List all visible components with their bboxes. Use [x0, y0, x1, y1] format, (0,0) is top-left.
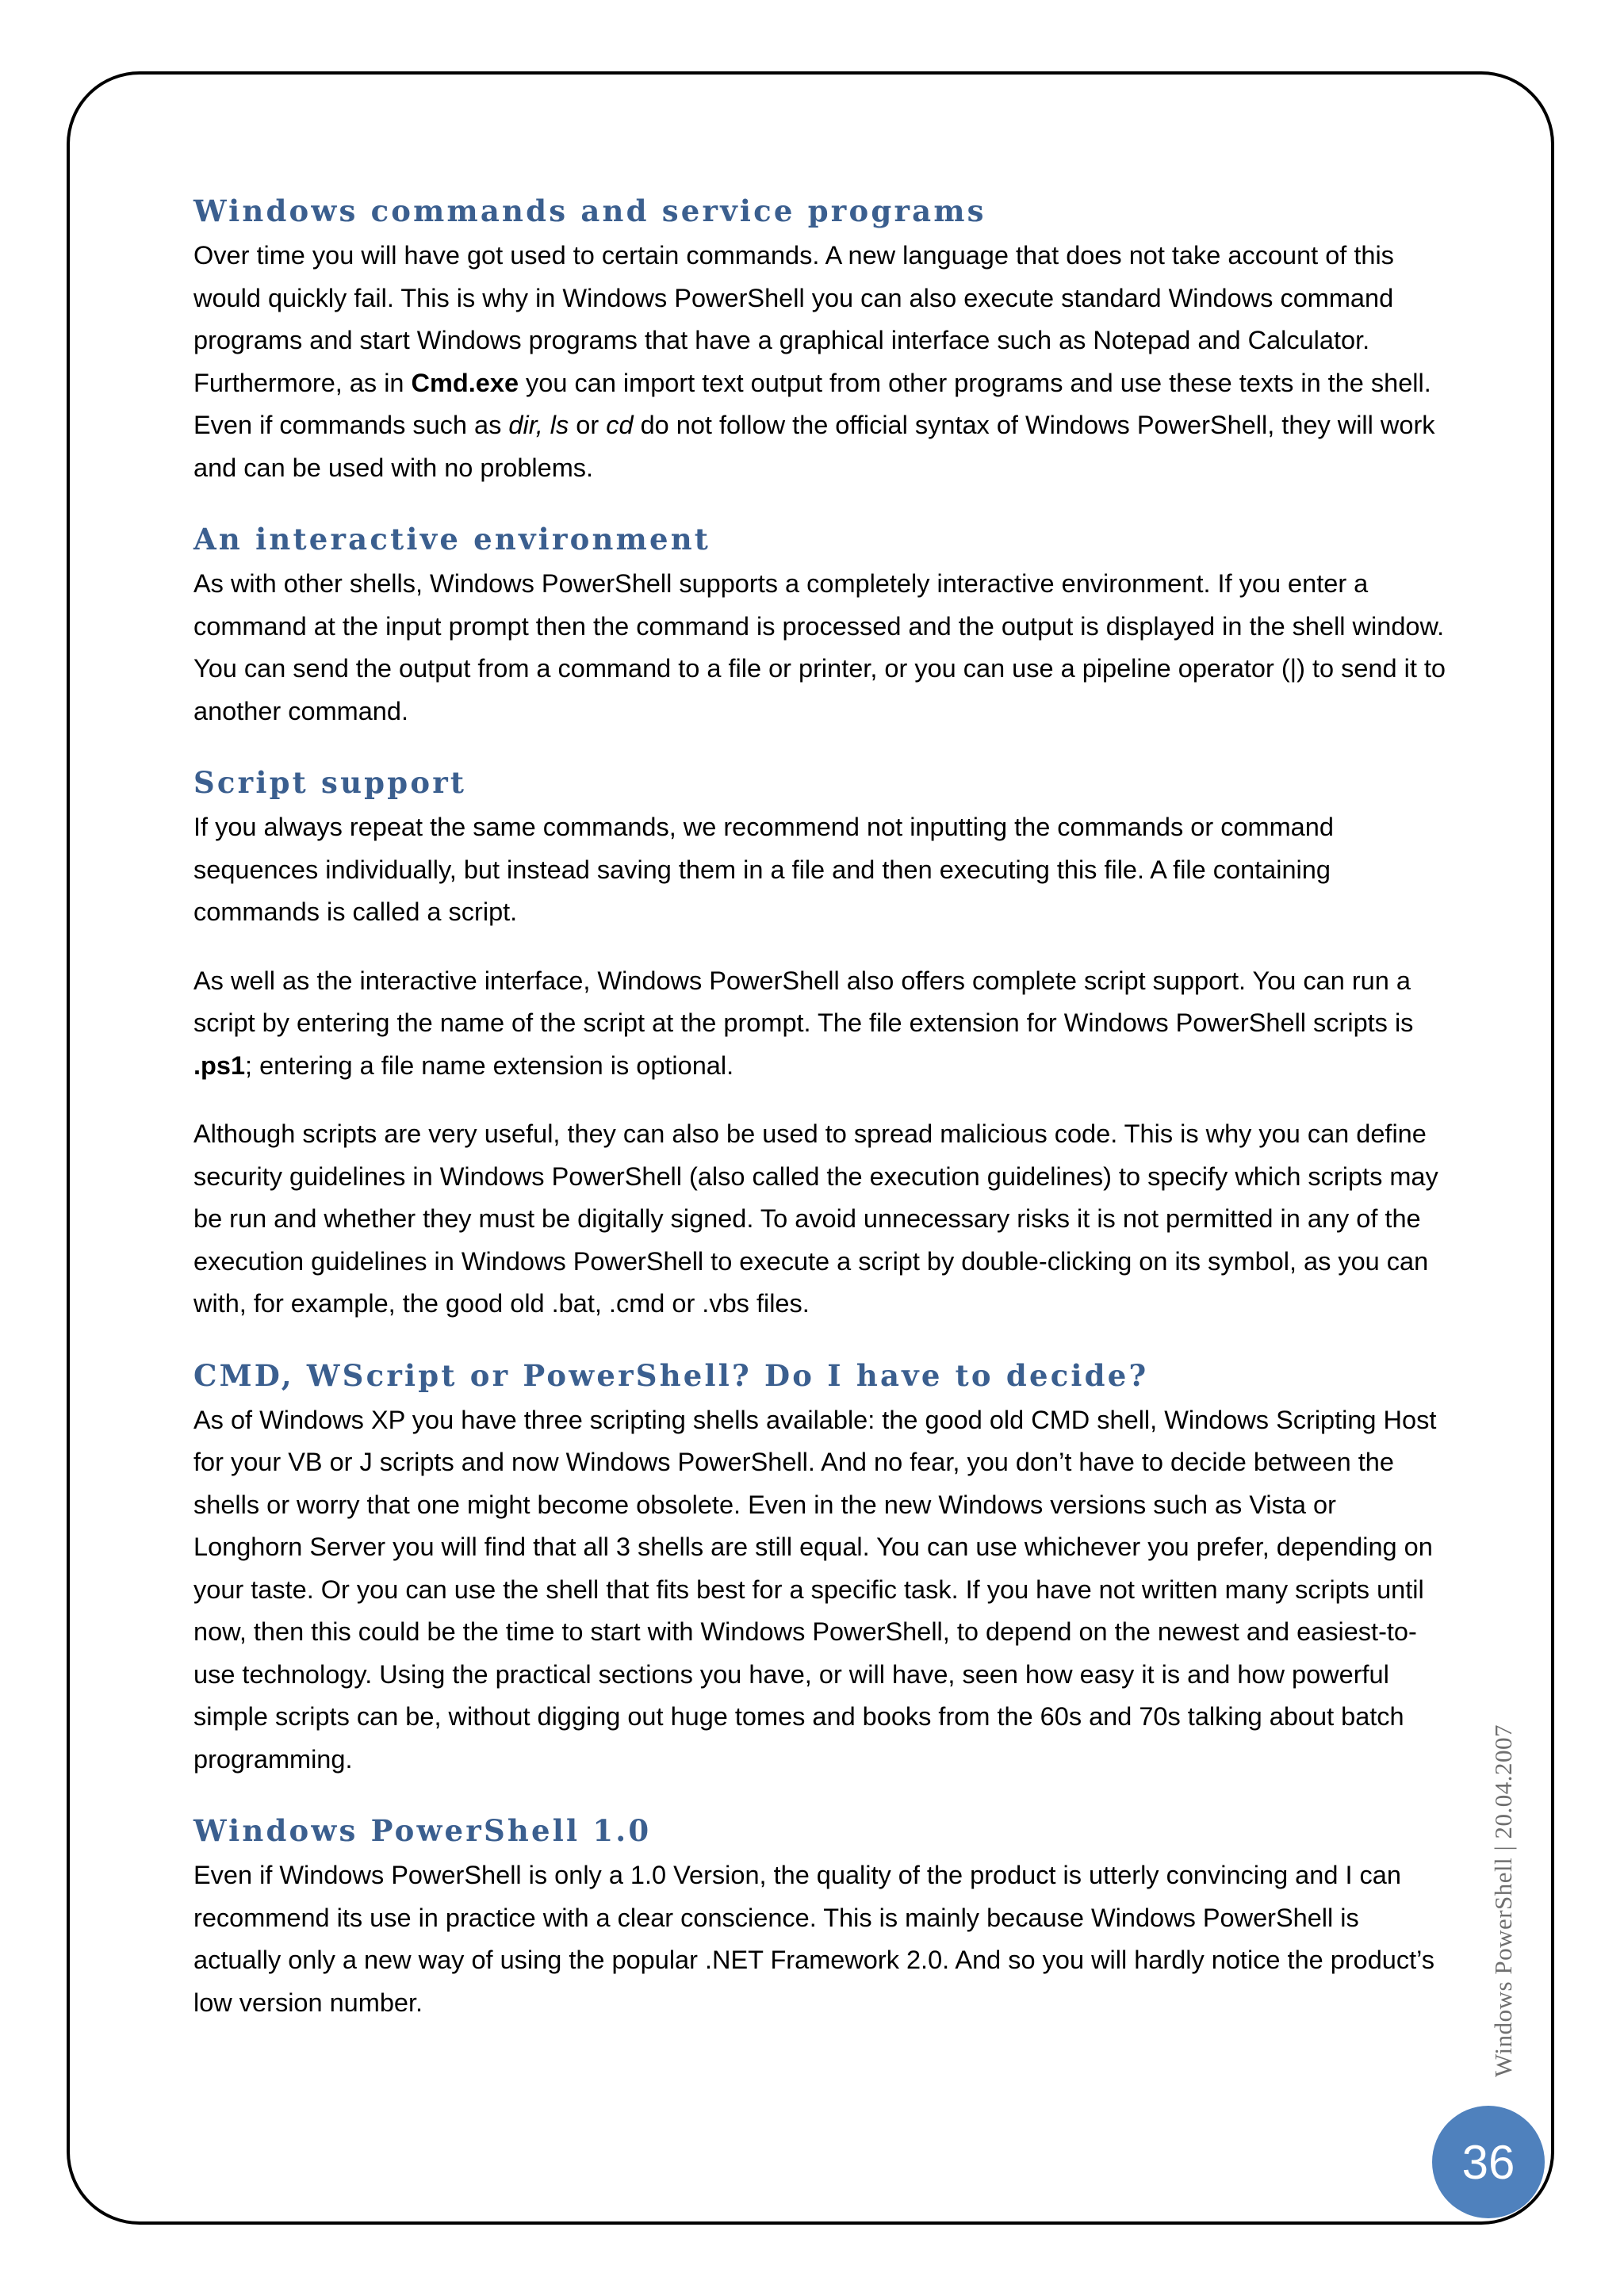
section-1 [193, 187, 1446, 489]
text-run: Although scripts are very useful, they can also be used to spread malicious code. This is why you can define security guidelines in Windows PowerShell (also called the execution guidelines) to specify which scripts may be run and whether they must be digitally signed. To avoid unnecessary risks it is not permitted in any of the execution guidelines in Windows PowerShell to execute a script by double-clicking on its symbol, as you can with, for example, the good old .bat, .cmd or .vbs files. [193, 1119, 1438, 1318]
paragraph [193, 960, 1446, 1088]
text-run: If you always repeat the same commands, we recommend not inputting the commands or command sequences individually, but instead saving them in a file and then executing this file. A file containing commands is called a script. [193, 813, 1334, 926]
running-footer: Windows PowerShell | 20.04.2007 [1489, 1724, 1517, 2077]
italic-text: dir, ls [508, 411, 569, 439]
text-run: you can import text output from other programs and use these texts in the shell. Even if commands such as [193, 368, 1431, 439]
text-run: or [569, 411, 607, 439]
text-run: As well as the interactive interface, Windows PowerShell also offers complete script support. You can run a script by entering the name of the script at the prompt. The file extension for Windows PowerShell scripts is [193, 966, 1414, 1037]
paragraph [193, 1854, 1446, 2024]
paragraph [193, 1399, 1446, 1781]
text-run: Over time you will have got used to certain commands. A new language that does not take account of this would quickly fail. This is why in Windows PowerShell you can also execute standard Windows command programs and start Windows programs that have a graphical interface such as Notepad and Calculator. Furthermore, as in [193, 241, 1394, 397]
italic-text: cd [606, 411, 634, 439]
document-body [193, 187, 1446, 2050]
text-run: ; entering a file name extension is optional. [245, 1050, 734, 1080]
section-5 [193, 1807, 1446, 2024]
page-number-badge: 36 [1432, 2106, 1545, 2218]
text-run: do not follow the official syntax of Windows PowerShell, they will work and can be used with no problems. [193, 411, 1435, 482]
text-run: Even if Windows PowerShell is only a 1.0 Version, the quality of the product is utterly convincing and I can recommend its use in practice with a clear conscience. This is mainly because Windows PowerShell is actually only a new way of using the popular .NET Framework 2.0. And so you will hardly notice the product’s low version number. [193, 1861, 1435, 2017]
paragraph [193, 1113, 1446, 1326]
text-run: As of Windows XP you have three scripting shells available: the good old CMD shell, Windows Scripting Host for your VB or J scripts and now Windows PowerShell. And no fear, you don’t have to decide between the shells or worry that one might become obsolete. Even in the new Windows versions such as Vista or Longhorn Server you will find that all 3 shells are still equal. You can use whichever you prefer, depending on your taste. Or you can use the shell that fits best for a specific task. If you have not written many scripts until now, then this could be the time to start with Windows PowerShell, to depend on the newest and easiest-to-use technology. Using the practical sections you have, or will have, seen how easy it is and how powerful simple scripts can be, without digging out huge tomes and books from the 60s and 70s talking about batch programming. [193, 1405, 1437, 1774]
bold-text: .ps1 [193, 1050, 246, 1080]
paragraph [193, 563, 1446, 733]
section-heading: Windows PowerShell 1.0 [193, 1813, 652, 1848]
section-heading: An interactive environment [193, 522, 711, 557]
section-heading: CMD, WScript or PowerShell? Do I have to decide? [193, 1357, 1149, 1393]
section-heading: Windows commands and service programs [193, 193, 986, 228]
section-2 [193, 515, 1446, 733]
section-3 [193, 759, 1446, 1326]
paragraph [193, 806, 1446, 934]
section-4 [193, 1352, 1446, 1781]
bold-text: Cmd.exe [411, 368, 519, 397]
section-heading: Script support [193, 765, 467, 800]
paragraph [193, 235, 1446, 489]
text-run: As with other shells, Windows PowerShell supports a completely interactive environment. If you enter a command at the input prompt then the command is processed and the output is displayed in the shell window. You can send the output from a command to a file or printer, or you can use a pipeline operator (|) to send it to another command. [193, 569, 1446, 725]
